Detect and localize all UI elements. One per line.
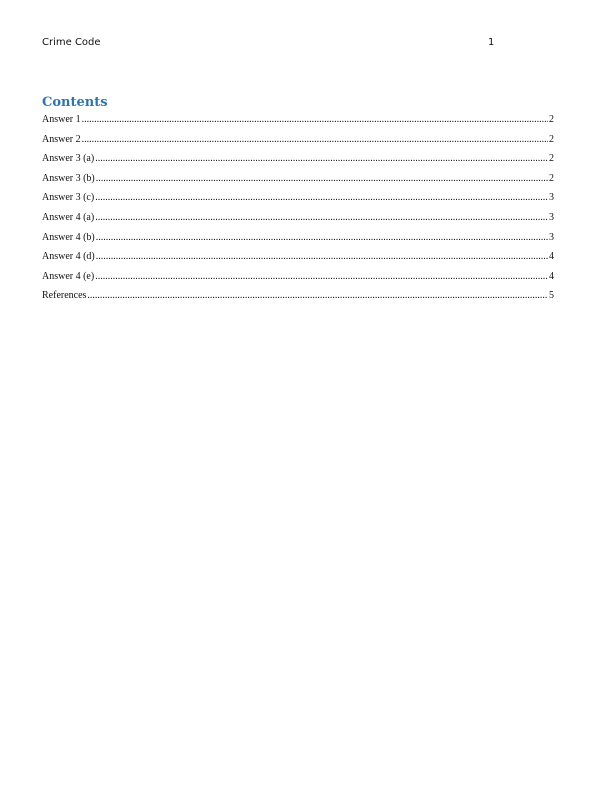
toc-item[interactable] <box>42 251 554 271</box>
toc-item[interactable] <box>42 114 554 134</box>
toc-item-page: 2 <box>549 172 554 184</box>
toc-item-page: 4 <box>549 270 554 282</box>
toc-item[interactable] <box>42 212 554 232</box>
toc-item-label: Answer 4 (a) <box>42 211 95 223</box>
toc-item[interactable] <box>42 271 554 291</box>
toc-item-page: 3 <box>549 192 554 204</box>
toc-item-label: Answer 2 <box>42 133 81 145</box>
toc-item-page: 2 <box>549 133 554 145</box>
page-header <box>42 37 512 51</box>
toc-item[interactable] <box>42 192 554 212</box>
toc-leader-dots <box>95 271 548 282</box>
toc-leader-dots <box>96 251 548 262</box>
toc-item[interactable] <box>42 134 554 154</box>
toc-leader-dots <box>95 212 548 223</box>
toc-leader-dots <box>82 134 548 145</box>
toc-item-label: Answer 4 (b) <box>42 231 95 243</box>
toc-item-label: Answer 3 (b) <box>42 172 95 184</box>
toc-item-page: 3 <box>549 231 554 243</box>
toc-item-page: 2 <box>549 114 554 125</box>
toc-leader-dots <box>95 153 548 164</box>
header-page-number: 1 <box>488 37 495 48</box>
toc-item-label: Answer 1 <box>42 114 81 125</box>
toc-leader-dots <box>87 290 548 301</box>
toc-item[interactable] <box>42 173 554 193</box>
toc-item-label: Answer 4 (d) <box>42 251 95 263</box>
toc-item-label: Answer 3 (a) <box>42 153 95 165</box>
table-of-contents <box>42 114 554 310</box>
toc-leader-dots <box>82 114 548 125</box>
toc-item[interactable] <box>42 153 554 173</box>
toc-heading: Contents <box>42 95 108 110</box>
header-title: Crime Code <box>42 37 101 48</box>
toc-item-page: 5 <box>549 290 554 302</box>
toc-item[interactable] <box>42 290 554 310</box>
toc-item-page: 2 <box>549 153 554 165</box>
toc-item-label: References <box>42 290 87 302</box>
toc-item-page: 3 <box>549 211 554 223</box>
toc-leader-dots <box>96 173 548 184</box>
toc-leader-dots <box>95 192 548 203</box>
toc-leader-dots <box>96 232 548 243</box>
toc-item-label: Answer 4 (e) <box>42 270 95 282</box>
toc-item-page: 4 <box>549 251 554 263</box>
toc-item-label: Answer 3 (c) <box>42 192 95 204</box>
toc-item[interactable] <box>42 232 554 252</box>
